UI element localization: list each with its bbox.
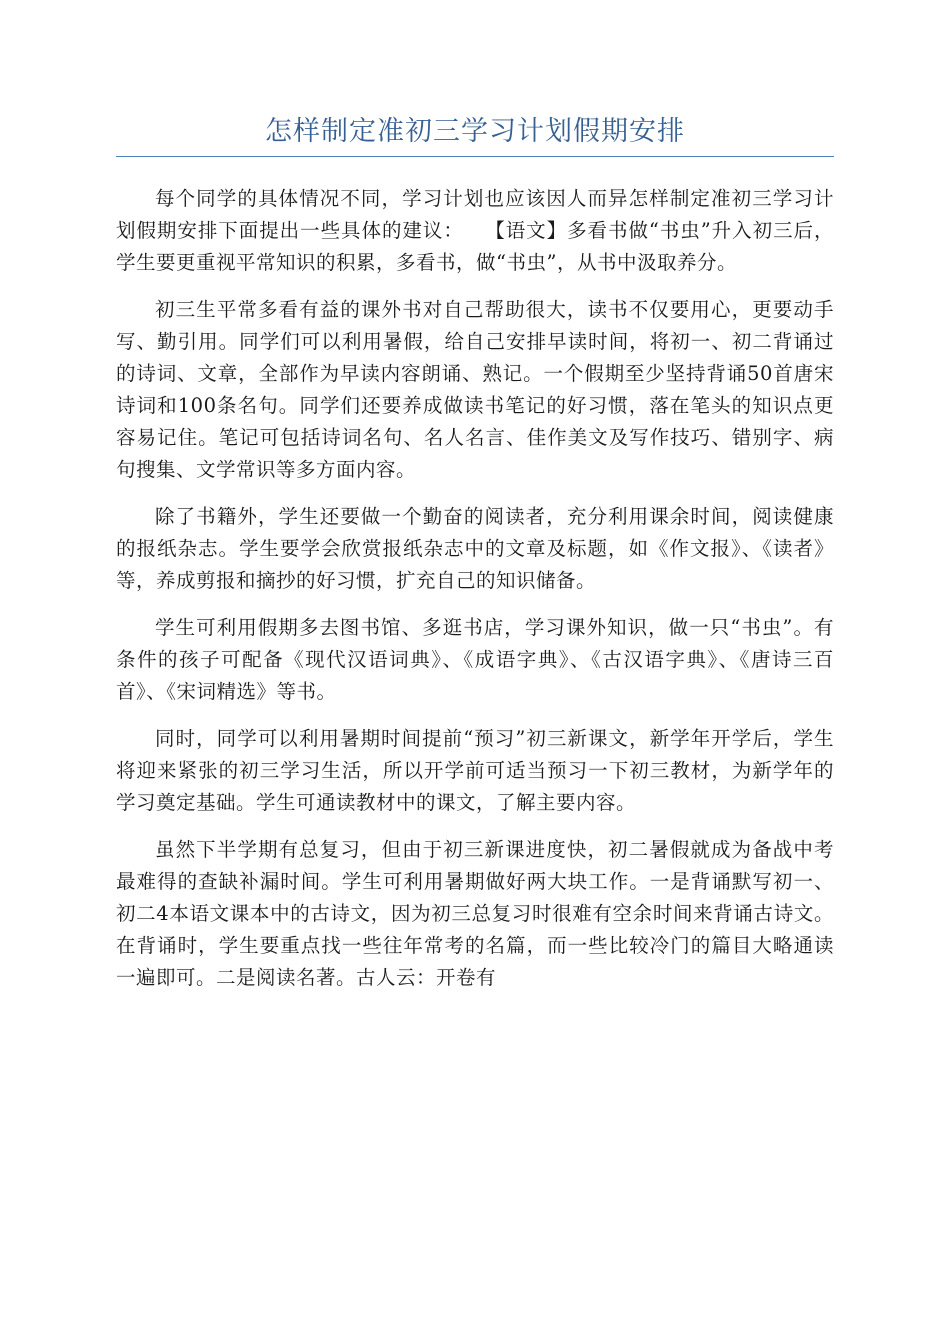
paragraph: 每个同学的具体情况不同，学习计划也应该因人而异怎样制定准初三学习计划假期安排下面提出一些具体的建议： 【语文】多看书做“书虫”升入初三后，学生要更重视平常知识的积累，多看书，做“书虫”，从书中汲取养分。 [116, 187, 834, 274]
paragraph: 除了书籍外，学生还要做一个勤奋的阅读者，充分利用课余时间，阅读健康的报纸杂志。学生要学会欣赏报纸杂志中的文章及标题，如《作文报》、《读者》等，养成剪报和摘抄的好习惯，扩充自己的知识储备。 [116, 505, 834, 592]
document-body [116, 183, 834, 994]
document-title: 怎样制定准初三学习计划假期安排 [116, 112, 834, 157]
paragraph: 初三生平常多看有益的课外书对自己帮助很大，读书不仅要用心，更要动手写、勤引用。同学们可以利用暑假，给自己安排早读时间，将初一、初二背诵过的诗词、文章，全部作为早读内容朗诵、熟记。一个假期至少坚持背诵50首唐宋诗词和100条名句。同学们还要养成做读书笔记的好习惯，落在笔头的知识点更容易记住。笔记可包括诗词名句、名人名言、佳作美文及写作技巧、错别字、病句搜集、文学常识等多方面内容。 [116, 298, 834, 481]
paragraph: 同时，同学可以利用暑期时间提前“预习”初三新课文，新学年开学后，学生将迎来紧张的初三学习生活，所以开学前可适当预习一下初三教材，为新学年的学习奠定基础。学生可通读教材中的课文，了解主要内容。 [116, 727, 834, 814]
paragraph: 虽然下半学期有总复习，但由于初三新课进度快，初二暑假就成为备战中考最难得的查缺补漏时间。学生可利用暑期做好两大块工作。一是背诵默写初一、初二4本语文课本中的古诗文，因为初三总复习时很难有空余时间来背诵古诗文。在背诵时，学生要重点找一些往年常考的名篇，而一些比较冷门的篇目大略通读一遍即可。二是阅读名著。古人云：开卷有 [116, 838, 834, 989]
document-page [116, 112, 834, 1009]
paragraph: 学生可利用假期多去图书馆、多逛书店，学习课外知识，做一只“书虫”。有条件的孩子可配备《现代汉语词典》、《成语字典》、《古汉语字典》、《唐诗三百首》、《宋词精选》等书。 [116, 616, 834, 703]
